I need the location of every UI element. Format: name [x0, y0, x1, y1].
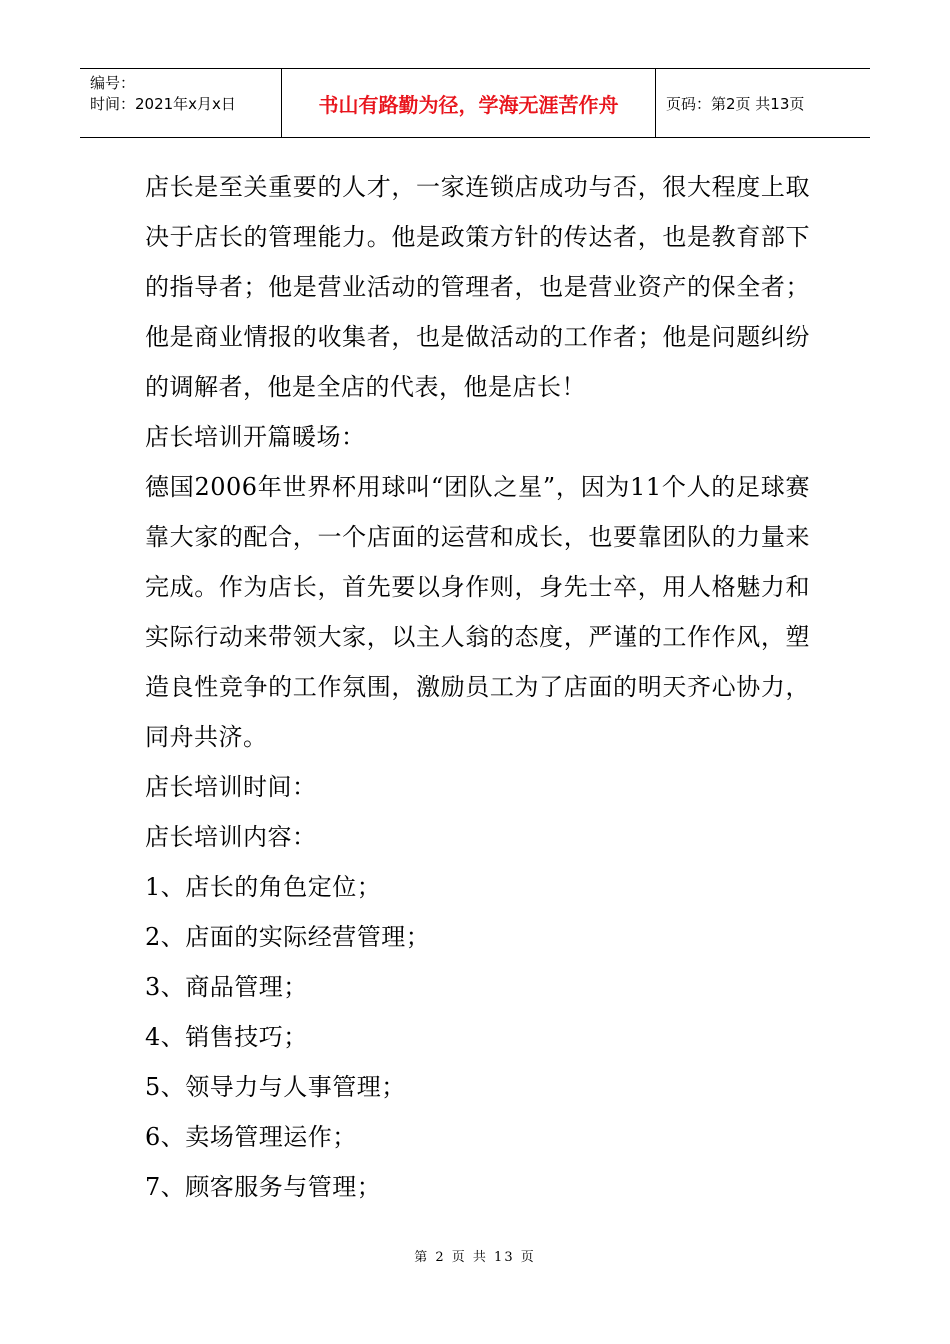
page-footer: 第 2 页 共 13 页 — [414, 1250, 536, 1265]
time-label: 时间：2021年x月x日 — [90, 95, 236, 113]
document-body — [145, 162, 810, 1212]
training-time-heading: 店长培训时间： — [145, 773, 317, 801]
intro-paragraph: 店长是至关重要的人才，一家连锁店成功与否，很大程度上取决于店长的管理能力。他是政策方针的传达者，也是教育部下的指导者；他是营业活动的管理者，也是营业资产的保全者；他是商业情报的收集者，也是做活动的工作者；他是问题纠纷的调解者，他是全店的代表，他是店长！ — [145, 173, 810, 401]
list-item: 6、卖场管理运作； — [145, 1123, 357, 1151]
document-header — [80, 68, 870, 138]
list-item: 7、顾客服务与管理； — [145, 1173, 382, 1201]
list-item: 5、领导力与人事管理； — [145, 1073, 406, 1101]
warmup-paragraph: 德国2006年世界杯用球叫“团队之星”，因为11个人的足球赛靠大家的配合，一个店面的运营和成长，也要靠团队的力量来完成。作为店长，首先要以身作则，身先士卒，用人格魅力和实际行动来带领大家，以主人翁的态度，严谨的工作作风，塑造良性竞争的工作氛围，激励员工为了店面的明天齐心协力，同舟共济。 — [145, 473, 810, 751]
list-item: 3、商品管理； — [145, 973, 308, 1001]
warmup-heading: 店长培训开篇暖场： — [145, 423, 366, 451]
number-label: 编号： — [90, 74, 136, 92]
training-content-heading: 店长培训内容： — [145, 823, 317, 851]
list-item: 1、店长的角色定位； — [145, 873, 382, 901]
header-page-info: 页码：第2页 共13页 — [666, 94, 805, 113]
list-item: 4、销售技巧； — [145, 1023, 308, 1051]
list-item: 2、店面的实际经营管理； — [145, 923, 431, 951]
header-meta — [80, 69, 282, 137]
header-motto: 书山有路勤为径，学海无涯苦作舟 — [282, 69, 656, 137]
